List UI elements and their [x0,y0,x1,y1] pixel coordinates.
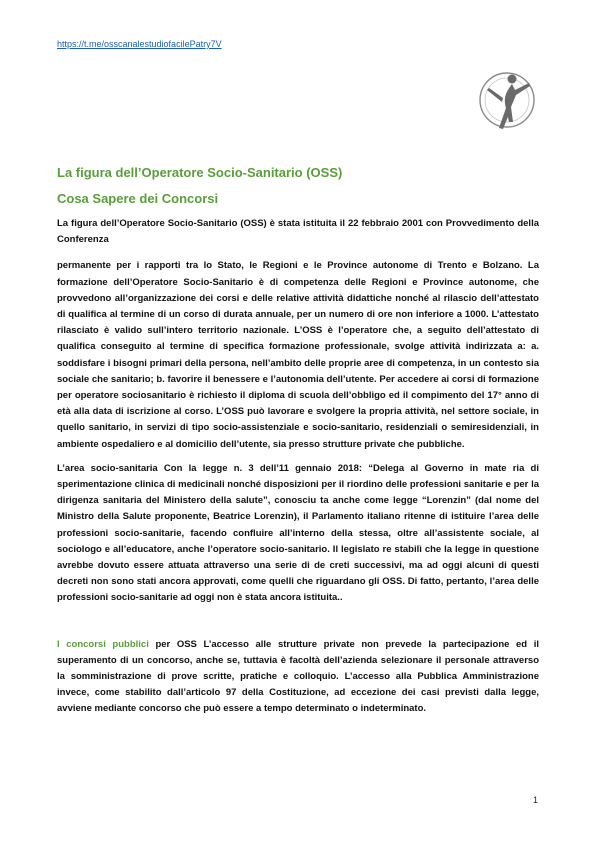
page-number: 1 [532,795,538,805]
telegram-link[interactable]: https://t.me/osscanalestudiofacilePatry7V [57,39,222,49]
paragraph-concorsi [57,637,539,718]
oss-logo [473,62,541,140]
paragraph-formazione: permanente per i rapporti tra lo Stato, le Regioni e le Province autonome di Trento e Bolzano. La formazione dell’Operatore Socio-Sanitario è di competenza delle Regioni e Province autonome, che provvedono all’organizzazione dei corsi e delle relative attività didattiche nonché al rilascio dell’attestato di qualifica al termine di un corso di durata annuale, per un numero di ore non inferiore a 1000. L’attestato rilasciato è valido sull’intero territorio nazionale. L’OSS è l’operatore che, a seguito dell’attestato di qualifica conseguito al termine di specifica formazione professionale, svolge attività indirizzata a: a. soddisfare i bisogni primari della persona, nell’ambito delle proprie aree di competenza, in un contesto sia sociale che sanitario; b. favorire il benessere e l’autonomia dell’utente. Per accedere ai corsi di formazione per operatore sociosanitario è richiesto il diploma di scuola dell’obbligo ed il compimento del 17° anno di età alla data di iscrizione al corso. L’OSS può lavorare e svolgere la propria attività, nel settore sociale, in quello sanitario, in servizi di tipo socio-assistenziale e socio-sanitario, residenziali o semiresidenziali, in ambiente ospedaliero e al domicilio dell’utente, sia presso strutture private che pubbliche. [57,260,539,450]
concorsi-text: per OSS L’accesso alle strutture private non prevede la partecipazione ed il superamento di un concorso, anche se, tuttavia è facoltà dell’azienda selezionare il personale attraverso la somministrazione di prove scritte, pratiche e colloquio. L’accesso alla Pubblica Amministrazione invece, come stabilito dall’articolo 97 della Costituzione, ad eccezione dei casi previsti dalla legge, avviene mediante concorso che può essere a tempo determinato o indeterminato. [57,638,539,715]
paragraph-area-socio-sanitaria: L’area socio-sanitaria Con la legge n. 3 dell’11 gennaio 2018: “Delega al Governo in mate ria di sperimentazione clinica di medicinali nonché disposizioni per il riordino delle professioni sanitarie e per la dirigenza sanitaria del Ministero della salute”, conosciu ta anche come legge “Lorenzin” (dal nome del Ministro della Salute proponente, Beatrice Lorenzin), il Parlamento italiano ritenne di istituire l’area delle professioni socio-sanitarie, facendo confluire all’interno della stessa, oltre all’assistente sociale, al sociologo e all’educatore, anche l’operatore socio-sanitario. Il legislato re stabilì che la legge in questione avrebbe dovuto essere attuata attraverso una serie di de creti successivi, ma ad oggi alcuni di questi decreti non sono stati ancora approvati, come quelli che riguardano gli OSS. Di fatto, pertanto, l’area delle professioni socio-sanitarie ad oggi non è stata ancora istituita.. [57,462,539,604]
document-title: La figura dell’Operatore Socio-Sanitario (OSS) [57,165,343,180]
concorsi-heading: I concorsi pubblici [57,638,149,650]
document-subtitle: Cosa Sapere dei Concorsi [57,191,219,206]
paragraph-intro: La figura dell’Operatore Socio-Sanitario (OSS) è stata istituita il 22 febbraio 2001 con Provvedimento della Conferenza [57,218,539,246]
document-body [57,164,539,718]
